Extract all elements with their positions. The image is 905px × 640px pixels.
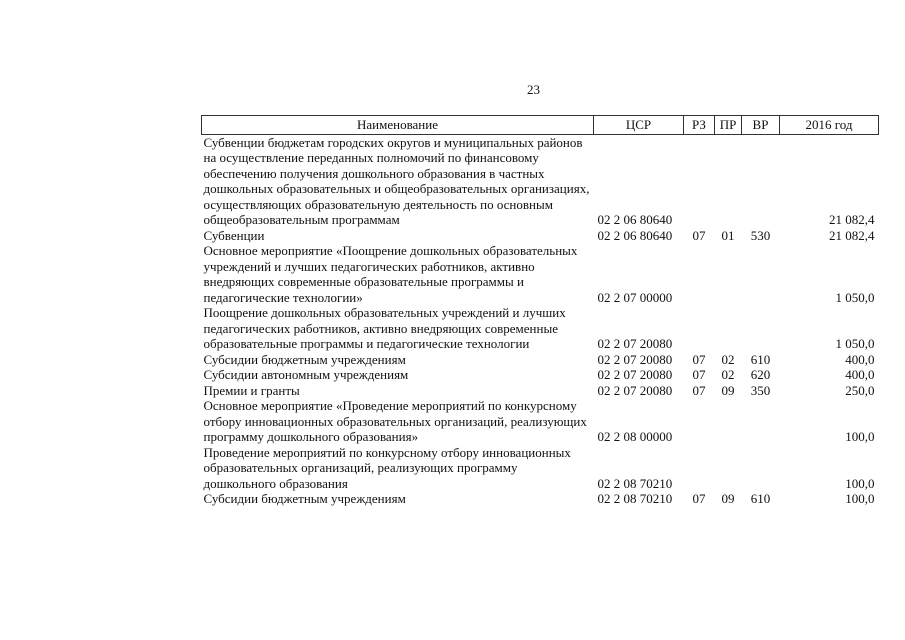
table-row — [202, 352, 879, 368]
cell-pr — [715, 134, 742, 228]
cell-csr: 02 2 06 80640 — [597, 212, 673, 227]
cell-sum: 250,0 — [845, 382, 875, 398]
cell-name: Субвенции бюджетам городских округов и муниципальных районов на осуществление переданных полномочий по финансовому обеспечению получения дошкольного образования в частных дошкольных образовательных и общеобразовательных организациях, осуществляющих образовательную деятельность по основным общеобразовательным программам — [203, 134, 590, 227]
cell-sum: 1 050,0 — [835, 289, 875, 305]
cell-csr: 02 2 07 00000 — [597, 289, 673, 305]
cell-sum: 100,0 — [845, 475, 875, 491]
cell-rz — [684, 398, 715, 445]
cell-vr: 620 — [750, 367, 771, 382]
cell-rz: 07 — [692, 491, 706, 506]
cell-pr: 02 — [721, 351, 735, 367]
cell-csr: 02 2 07 20080 — [597, 351, 673, 367]
cell-csr: 02 2 06 80640 — [597, 227, 673, 243]
cell-pr — [715, 445, 742, 492]
cell-name: Премии и гранты — [203, 382, 300, 398]
cell-vr — [742, 305, 780, 352]
cell-vr: 530 — [750, 227, 771, 243]
cell-vr — [742, 398, 780, 445]
cell-csr: 02 2 08 70210 — [597, 491, 673, 506]
cell-sum: 21 082,4 — [829, 212, 875, 227]
cell-csr: 02 2 08 00000 — [597, 429, 673, 444]
header-name: Наименование — [202, 116, 594, 135]
cell-name: Проведение мероприятий по конкурсному отбору инновационных образовательных организаций, реализующих программу дошкольного образования — [203, 444, 571, 491]
cell-csr: 02 2 07 20080 — [597, 367, 673, 382]
cell-rz: 07 — [692, 367, 706, 382]
table-row — [202, 491, 879, 507]
cell-name: Субсидии автономным учреждениям — [203, 367, 409, 382]
header-vr: ВР — [742, 116, 780, 135]
cell-pr — [715, 243, 742, 305]
cell-rz: 07 — [692, 351, 706, 367]
header-sum: 2016 год — [780, 116, 879, 135]
table-row — [202, 228, 879, 244]
cell-name: Субсидии бюджетным учреждениям — [203, 491, 406, 506]
cell-sum: 100,0 — [845, 491, 875, 506]
cell-csr: 02 2 07 20080 — [597, 382, 673, 398]
table-row — [202, 445, 879, 492]
table-header-row — [202, 116, 879, 135]
cell-csr: 02 2 07 20080 — [597, 336, 673, 351]
cell-sum: 21 082,4 — [829, 227, 875, 243]
header-rz: РЗ — [684, 116, 715, 135]
cell-vr: 350 — [750, 382, 771, 398]
cell-rz — [684, 134, 715, 228]
table-row — [202, 134, 879, 228]
cell-pr — [715, 398, 742, 445]
table-row — [202, 367, 879, 383]
table-row — [202, 305, 879, 352]
header-csr: ЦСР — [594, 116, 684, 135]
cell-vr — [742, 243, 780, 305]
cell-rz — [684, 445, 715, 492]
cell-pr: 09 — [721, 382, 735, 398]
cell-pr — [715, 305, 742, 352]
cell-pr: 02 — [721, 367, 735, 382]
budget-table — [201, 115, 879, 507]
cell-sum: 1 050,0 — [835, 336, 875, 351]
cell-vr — [742, 445, 780, 492]
cell-rz: 07 — [692, 227, 706, 243]
cell-rz: 07 — [692, 382, 706, 398]
cell-name: Основное мероприятие «Проведение мероприятий по конкурсному отбору инновационных образовательных организаций, реализующих программу дошкольного образования» — [203, 398, 587, 444]
cell-rz — [684, 305, 715, 352]
cell-sum: 100,0 — [845, 429, 875, 444]
cell-vr: 610 — [750, 491, 771, 506]
cell-pr: 09 — [721, 491, 735, 506]
cell-sum: 400,0 — [845, 367, 875, 382]
header-pr: ПР — [715, 116, 742, 135]
cell-rz — [684, 243, 715, 305]
cell-name: Субсидии бюджетным учреждениям — [203, 351, 406, 367]
cell-name: Основное мероприятие «Поощрение дошкольных образовательных учреждений и лучших педагогических работников, активно внедряющих современные образовательные программы и педагогические технологии» — [203, 243, 578, 305]
cell-vr — [742, 134, 780, 228]
page-number: 23 — [527, 82, 540, 97]
cell-vr: 610 — [750, 351, 771, 367]
cell-name: Субвенции — [203, 227, 265, 243]
cell-csr: 02 2 08 70210 — [597, 475, 673, 491]
table-row — [202, 383, 879, 399]
cell-sum: 400,0 — [845, 351, 875, 367]
cell-name: Поощрение дошкольных образовательных учреждений и лучших педагогических работников, активно внедряющих современные образовательные программы и педагогические технологии — [203, 305, 566, 351]
cell-pr: 01 — [721, 227, 735, 243]
table-row — [202, 398, 879, 445]
table-row — [202, 243, 879, 305]
